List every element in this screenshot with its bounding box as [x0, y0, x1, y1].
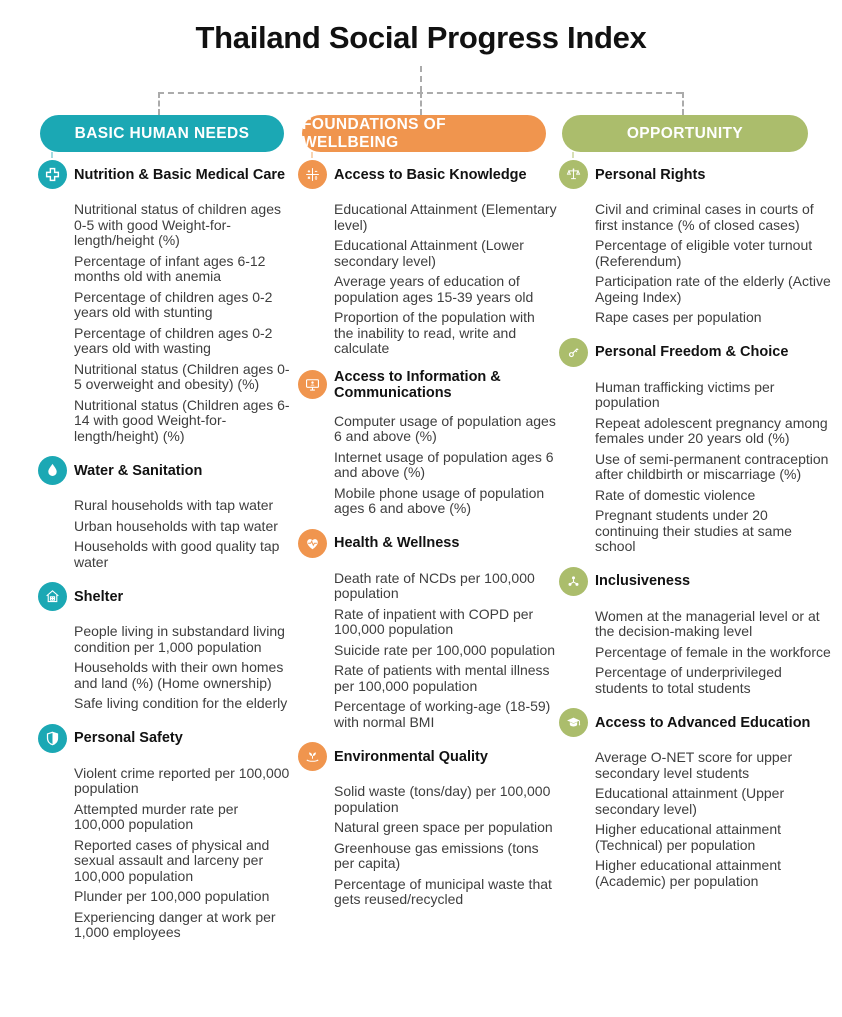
section — [298, 742, 558, 908]
section — [298, 369, 558, 517]
category-pill-label: FOUNDATIONS OF WELLBEING — [302, 115, 446, 151]
indicator-item: Computer usage of population ages 6 and above (%) — [334, 412, 556, 444]
indicator-item: Repeat adolescent pregnancy among females under 20 years old (%) — [595, 414, 828, 446]
indicator-item: Attempted murder rate per 100,000 population — [74, 800, 239, 832]
indicator-item: Plunder per 100,000 population — [74, 888, 270, 904]
indicator-item: Percentage of underprivileged students to total students — [595, 664, 782, 696]
shield-icon — [38, 724, 67, 753]
section-header — [298, 369, 558, 401]
section-title: Inclusiveness — [595, 573, 691, 589]
section-title: Access to Information & Communications — [334, 368, 501, 401]
indicator-item: Nutritional status of children ages 0-5 with good Weight-for-length/height (%) — [74, 201, 281, 248]
scales-icon — [559, 160, 588, 189]
connector-stub-right — [682, 92, 684, 115]
column-foundations-of-wellbeing — [298, 160, 558, 908]
indicator-item: Experiencing danger at work per 1,000 employees — [74, 908, 276, 940]
section-title: Nutrition & Basic Medical Care — [74, 166, 286, 183]
section — [559, 708, 831, 889]
column-opportunity — [559, 160, 831, 889]
indicator-item: Percentage of female in the workforce — [595, 643, 831, 660]
indicator-item: Pregnant students under 20 continuing their studies at same school — [595, 507, 792, 554]
section-header — [559, 708, 831, 737]
section-title: Environmental Quality — [334, 748, 488, 765]
indicator-list — [38, 766, 290, 941]
indicator-item: Nutritional status (Children ages 6-14 with good Weight-for-length/height) (%) — [74, 396, 290, 444]
section-title: Personal Rights — [595, 166, 706, 183]
indicator-item: Rate of domestic violence — [595, 486, 756, 503]
indicator-list — [559, 750, 831, 889]
page-title: Thailand Social Progress Index — [195, 20, 647, 55]
indicator-item: Percentage of eligible voter turnout (Referendum) — [595, 237, 813, 269]
math-icon — [298, 160, 327, 189]
indicator-item: Greenhouse gas emissions (tons per capita) — [334, 839, 539, 871]
indicator-item: Suicide rate per 100,000 population — [334, 641, 556, 658]
indicator-item: Proportion of the population with the inability to read, write and calculate — [334, 309, 535, 356]
section-header — [38, 582, 290, 611]
indicator-item: Women at the managerial level or at the decision-making level — [595, 607, 820, 639]
section-title: Water & Sanitation — [74, 462, 203, 479]
plant-hand-icon — [298, 742, 327, 771]
indicator-list — [559, 380, 831, 555]
indicator-item: Percentage of children ages 0-2 years old with stunting — [74, 288, 273, 320]
heart-pulse-icon — [298, 529, 327, 558]
monitor-icon — [298, 370, 327, 399]
section — [559, 567, 831, 697]
section-header — [38, 160, 290, 189]
indicator-item: Percentage of infant ages 6-12 months old with anemia — [74, 252, 266, 284]
connector-stub-left — [158, 92, 160, 115]
section-title: Personal Safety — [74, 730, 183, 746]
indicator-item: People living in substandard living condition per 1,000 population — [74, 623, 285, 655]
category-pill-label: BASIC HUMAN NEEDS — [74, 124, 250, 142]
section-header — [38, 724, 290, 753]
category-pill-foundations-of-wellbeing — [302, 115, 546, 152]
indicator-list — [298, 784, 558, 908]
indicator-item: Higher educational attainment (Technical) per population — [595, 821, 782, 853]
section-title: Access to Advanced Education — [595, 714, 811, 731]
indicator-item: Mobile phone usage of population ages 6 and above (%) — [334, 484, 545, 516]
indicator-item: Rape cases per population — [595, 309, 762, 325]
indicator-item: Violent crime reported per 100,000 population — [74, 764, 290, 796]
indicator-item: Average years of education of population ages 15-39 years old — [334, 273, 534, 305]
people-network-icon — [559, 567, 588, 596]
section — [298, 160, 558, 357]
indicator-item: Urban households with tap water — [74, 517, 278, 534]
category-pill-label: OPPORTUNITY — [626, 124, 744, 142]
medical-cross-icon — [38, 160, 67, 189]
indicator-item: Civil and criminal cases in courts of first instance (% of closed cases) — [595, 201, 814, 233]
indicator-item: Educational Attainment (Elementary level) — [334, 201, 557, 233]
indicator-item: Households with good quality tap water — [74, 538, 280, 570]
section-header — [559, 338, 831, 367]
section-header — [559, 160, 831, 189]
section-header — [38, 456, 290, 485]
category-pill-basic-human-needs — [40, 115, 284, 152]
house-icon — [38, 582, 67, 611]
section — [298, 529, 558, 731]
section-header — [298, 529, 558, 558]
key-icon — [559, 338, 588, 367]
section-header — [298, 160, 558, 189]
indicator-item: Percentage of municipal waste that gets reused/recycled — [334, 875, 552, 907]
indicator-item: Participation rate of the elderly (Active Ageing Index) — [595, 273, 831, 305]
indicator-item: Reported cases of physical and sexual assault and larceny per 100,000 population — [74, 836, 270, 884]
indicator-item: Human trafficking victims per population — [595, 378, 775, 410]
indicator-list — [38, 624, 290, 712]
section — [38, 456, 290, 570]
indicator-item: Educational Attainment (Lower secondary level) — [334, 237, 524, 269]
indicator-item: Death rate of NCDs per 100,000 population — [334, 569, 535, 601]
indicator-item: Rate of patients with mental illness per 100,000 population — [334, 662, 550, 694]
connector-stub-middle — [420, 92, 422, 115]
section-header — [559, 567, 831, 596]
section — [38, 724, 290, 941]
indicator-list — [38, 202, 290, 444]
section-header — [298, 742, 558, 771]
indicator-item: Safe living condition for the elderly — [74, 695, 288, 711]
section — [38, 160, 290, 444]
indicator-item: Rate of inpatient with COPD per 100,000 population — [334, 605, 534, 637]
connector-title-stem — [420, 66, 422, 92]
indicator-item: Educational attainment (Upper secondary level) — [595, 785, 785, 817]
indicator-item: Nutritional status (Children ages 0-5 overweight and obesity) (%) — [74, 360, 290, 392]
indicator-item: Internet usage of population ages 6 and above (%) — [334, 448, 554, 480]
indicator-item: Rural households with tap water — [74, 497, 274, 513]
indicator-list — [298, 414, 558, 517]
section-title: Personal Freedom & Choice — [595, 344, 789, 360]
indicator-item: Natural green space per population — [334, 819, 553, 835]
section-title: Access to Basic Knowledge — [334, 166, 527, 183]
category-pill-opportunity — [562, 115, 808, 152]
graduation-cap-icon — [559, 708, 588, 737]
indicator-item: Solid waste (tons/day) per 100,000 population — [334, 783, 551, 815]
water-drop-icon — [38, 456, 67, 485]
indicator-item: Higher educational attainment (Academic) per population — [595, 857, 782, 889]
section-title: Health & Wellness — [334, 535, 460, 551]
column-basic-human-needs — [38, 160, 290, 941]
indicator-item: Households with their own homes and land (%) (Home ownership) — [74, 659, 284, 691]
indicator-list — [298, 571, 558, 731]
indicator-item: Use of semi-permanent contraception after childbirth or miscarriage (%) — [595, 450, 829, 482]
indicator-item: Percentage of children ages 0-2 years old with wasting — [74, 324, 273, 356]
section — [559, 160, 831, 326]
indicator-list — [559, 609, 831, 697]
indicator-list — [38, 498, 290, 570]
section-title: Shelter — [74, 588, 124, 605]
indicator-list — [298, 202, 558, 357]
section — [38, 582, 290, 712]
indicator-list — [559, 202, 831, 326]
indicator-item: Percentage of working-age (18-59) with normal BMI — [334, 698, 551, 730]
indicator-item: Average O-NET score for upper secondary level students — [595, 749, 793, 781]
section — [559, 338, 831, 555]
